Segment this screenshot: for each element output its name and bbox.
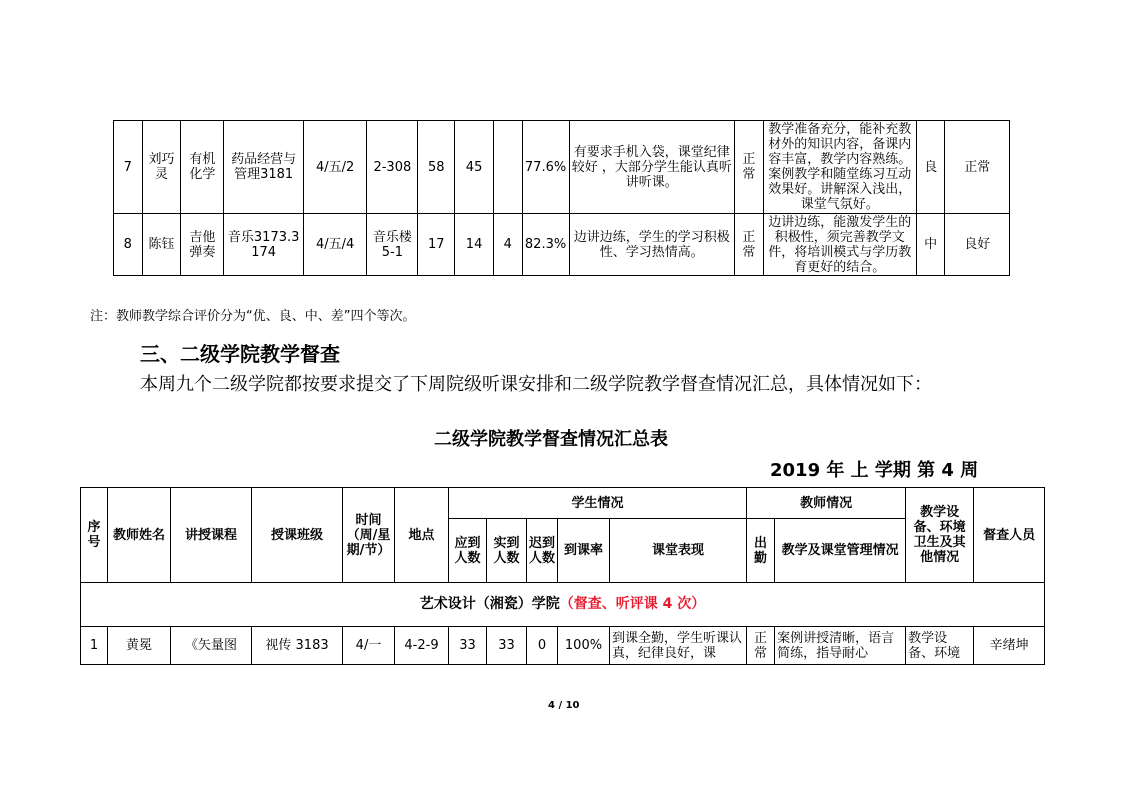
row-no: 1 [81, 627, 108, 665]
place-cell: 2-308 [367, 121, 418, 214]
top-evaluation-table [113, 120, 1010, 276]
facility-cell: 教学设备、环境 [906, 627, 974, 665]
col-late: 迟到人数 [527, 519, 558, 583]
col-attendance: 出勤 [747, 519, 775, 583]
actual-count: 33 [487, 627, 527, 665]
college-row [81, 583, 1045, 627]
course-name: 吉他弹奏 [181, 214, 224, 276]
teacher-attendance: 正常 [747, 627, 775, 665]
header-row [81, 488, 1045, 519]
col-course: 讲授课程 [171, 488, 252, 583]
place-cell: 音乐楼5-1 [367, 214, 418, 276]
col-time: 时间（周/星期/节） [343, 488, 395, 583]
college-note: （督查、听评课 4 次） [559, 596, 706, 612]
class-name: 音乐3173.3174 [224, 214, 304, 276]
college-header [81, 583, 1045, 627]
col-place: 地点 [395, 488, 449, 583]
teacher-attendance: 正常 [735, 214, 764, 276]
col-no: 序号 [81, 488, 108, 583]
teaching-management: 教学准备充分，能补充教材外的知识内容，备课内容丰富，教学内容熟练。案例教学和随堂练习互动效果好。讲解深入浅出，课堂气氛好。 [763, 121, 916, 214]
class-performance: 有要求手机入袋，课堂纪律较好 ，大部分学生能认真听讲听课。 [569, 121, 735, 214]
teacher-name: 黄冕 [108, 627, 171, 665]
summary-table [80, 487, 1045, 665]
attendance-rate: 100% [558, 627, 610, 665]
col-rate: 到课率 [558, 519, 610, 583]
col-inspector: 督查人员 [974, 488, 1045, 583]
period-label: 2019 年 上 学期 第 4 周 [770, 460, 979, 481]
class-performance: 边讲边练，学生的学习积极性、学习热情高。 [569, 214, 735, 276]
class-name: 药品经营与管理3181 [224, 121, 304, 214]
col-actual: 实到人数 [487, 519, 527, 583]
attendance-rate: 82.3% [522, 214, 569, 276]
actual-count: 45 [455, 121, 494, 214]
expected-count: 58 [418, 121, 455, 214]
col-class: 授课班级 [252, 488, 343, 583]
table-row [114, 214, 1010, 276]
col-facility: 教学设备、环境卫生及其他情况 [906, 488, 974, 583]
col-group-teacher: 教师情况 [747, 488, 906, 519]
teacher-name: 陈钰 [142, 214, 181, 276]
teaching-management: 边讲边练，能激发学生的积极性，须完善教学文件，将培训模式与学历教育更好的结合。 [763, 214, 916, 276]
class-name: 视传 3183 [252, 627, 343, 665]
place-cell: 4-2-9 [395, 627, 449, 665]
inspector-cell: 辛绪坤 [974, 627, 1045, 665]
expected-count: 17 [418, 214, 455, 276]
col-teacher: 教师姓名 [108, 488, 171, 583]
row-no: 7 [114, 121, 143, 214]
teacher-attendance: 正常 [735, 121, 764, 214]
grade-cell: 良 [916, 121, 945, 214]
section-heading: 三、二级学院教学督查 [140, 342, 340, 366]
course-name: 《矢量图 [171, 627, 252, 665]
college-name: 艺术设计（湘瓷）学院 [419, 596, 560, 612]
late-count: 4 [493, 214, 522, 276]
time-cell: 4/五/4 [304, 214, 367, 276]
class-performance: 到课全勤，学生听课认真，纪律良好，课 [610, 627, 747, 665]
col-group-student: 学生情况 [449, 488, 747, 519]
time-cell: 4/五/2 [304, 121, 367, 214]
status-cell: 正常 [945, 121, 1010, 214]
attendance-rate: 77.6% [522, 121, 569, 214]
grade-cell: 中 [916, 214, 945, 276]
table-row [114, 121, 1010, 214]
time-cell: 4/一 [343, 627, 395, 665]
summary-title: 二级学院教学督查情况汇总表 [434, 429, 668, 450]
late-count: 0 [527, 627, 558, 665]
table-note: 注：教师教学综合评价分为“优、良、中、差”四个等次。 [90, 309, 416, 324]
page-number: 4 / 10 [548, 700, 580, 711]
table-row [81, 627, 1045, 665]
expected-count: 33 [449, 627, 487, 665]
teaching-management: 案例讲授清晰，语言简练，指导耐心 [775, 627, 906, 665]
status-cell: 良好 [945, 214, 1010, 276]
col-management: 教学及课堂管理情况 [775, 519, 906, 583]
teacher-name: 刘巧灵 [142, 121, 181, 214]
col-expected: 应到人数 [449, 519, 487, 583]
late-count [493, 121, 522, 214]
section-paragraph: 本周九个二级学院都按要求提交了下周院级听课安排和二级学院教学督查情况汇总，具体情况如下： [140, 374, 932, 395]
actual-count: 14 [455, 214, 494, 276]
col-performance: 课堂表现 [610, 519, 747, 583]
row-no: 8 [114, 214, 143, 276]
course-name: 有机化学 [181, 121, 224, 214]
